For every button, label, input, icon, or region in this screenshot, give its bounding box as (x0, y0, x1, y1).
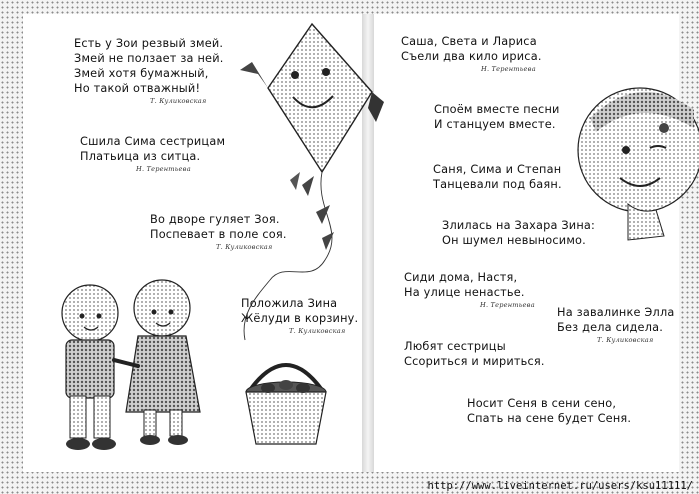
poem-line: Жёлуди в корзину. (241, 312, 359, 325)
poem-author: Т. Куликовская (216, 243, 273, 251)
poem-sima-dresses (80, 134, 225, 174)
poem-line: Носит Сеня в сени сено, (467, 397, 617, 410)
poem-line: Споём вместе песни (434, 103, 560, 116)
poem-sisters-quarrel (404, 339, 545, 369)
poem-line: Змей не ползает за ней. (74, 52, 224, 65)
poem-sing-together (434, 102, 560, 132)
poem-sasha-iris (401, 34, 542, 74)
poem-line: Саша, Света и Лариса (401, 35, 537, 48)
poem-line: Без дела сидела. (557, 321, 664, 334)
poem-line: Змей хотя бумажный, (74, 67, 209, 80)
poem-senya-hay (467, 396, 631, 426)
poem-sanya-bayan (433, 162, 562, 192)
poem-author: Н. Терентьева (481, 65, 536, 73)
poem-ella-bench (557, 305, 674, 345)
poem-line: Спать на сене будет Сеня. (467, 412, 632, 425)
poem-line: Есть у Зои резвый змей. (74, 37, 224, 50)
source-watermark: http://www.liveinternet.ru/users/ksu11111/ (427, 480, 693, 492)
poem-author: Т. Куликовская (150, 97, 207, 105)
poem-zina-zakhar (442, 218, 595, 248)
poem-line: Саня, Сима и Степан (433, 163, 562, 176)
poem-zoya-kite (74, 36, 224, 106)
poem-line: Он шумел невыносимо. (442, 234, 586, 247)
poem-line: Поспевает в поле соя. (150, 228, 287, 241)
poem-author: Т. Куликовская (597, 336, 654, 344)
poem-line: Сшила Сима сестрицам (80, 135, 226, 148)
poem-line: И станцуем вместе. (434, 118, 556, 131)
poem-line: Сиди дома, Настя, (404, 271, 518, 284)
poem-line: Танцевали под баян. (433, 178, 562, 191)
poem-line: Злилась на Захара Зина: (442, 219, 596, 232)
poem-line: На завалинке Элла (557, 306, 675, 319)
poem-line: Но такой отважный! (74, 82, 201, 95)
poem-author: Н. Терентьева (480, 301, 535, 309)
poem-zina-acorns (241, 296, 358, 336)
poem-author: Н. Терентьева (136, 165, 191, 173)
poem-line: На улице ненастье. (404, 286, 525, 299)
poem-line: Положила Зина (241, 297, 338, 310)
poem-line: Платьица из ситца. (80, 150, 201, 163)
poem-line: Любят сестрицы (404, 340, 506, 353)
poem-line: Ссориться и мириться. (404, 355, 545, 368)
poem-zoya-soy (150, 212, 287, 252)
poem-line: Во дворе гуляет Зоя. (150, 213, 280, 226)
poem-nastya-home (404, 270, 535, 310)
poem-author: Т. Куликовская (289, 327, 346, 335)
poem-line: Съели два кило ириса. (401, 50, 542, 63)
